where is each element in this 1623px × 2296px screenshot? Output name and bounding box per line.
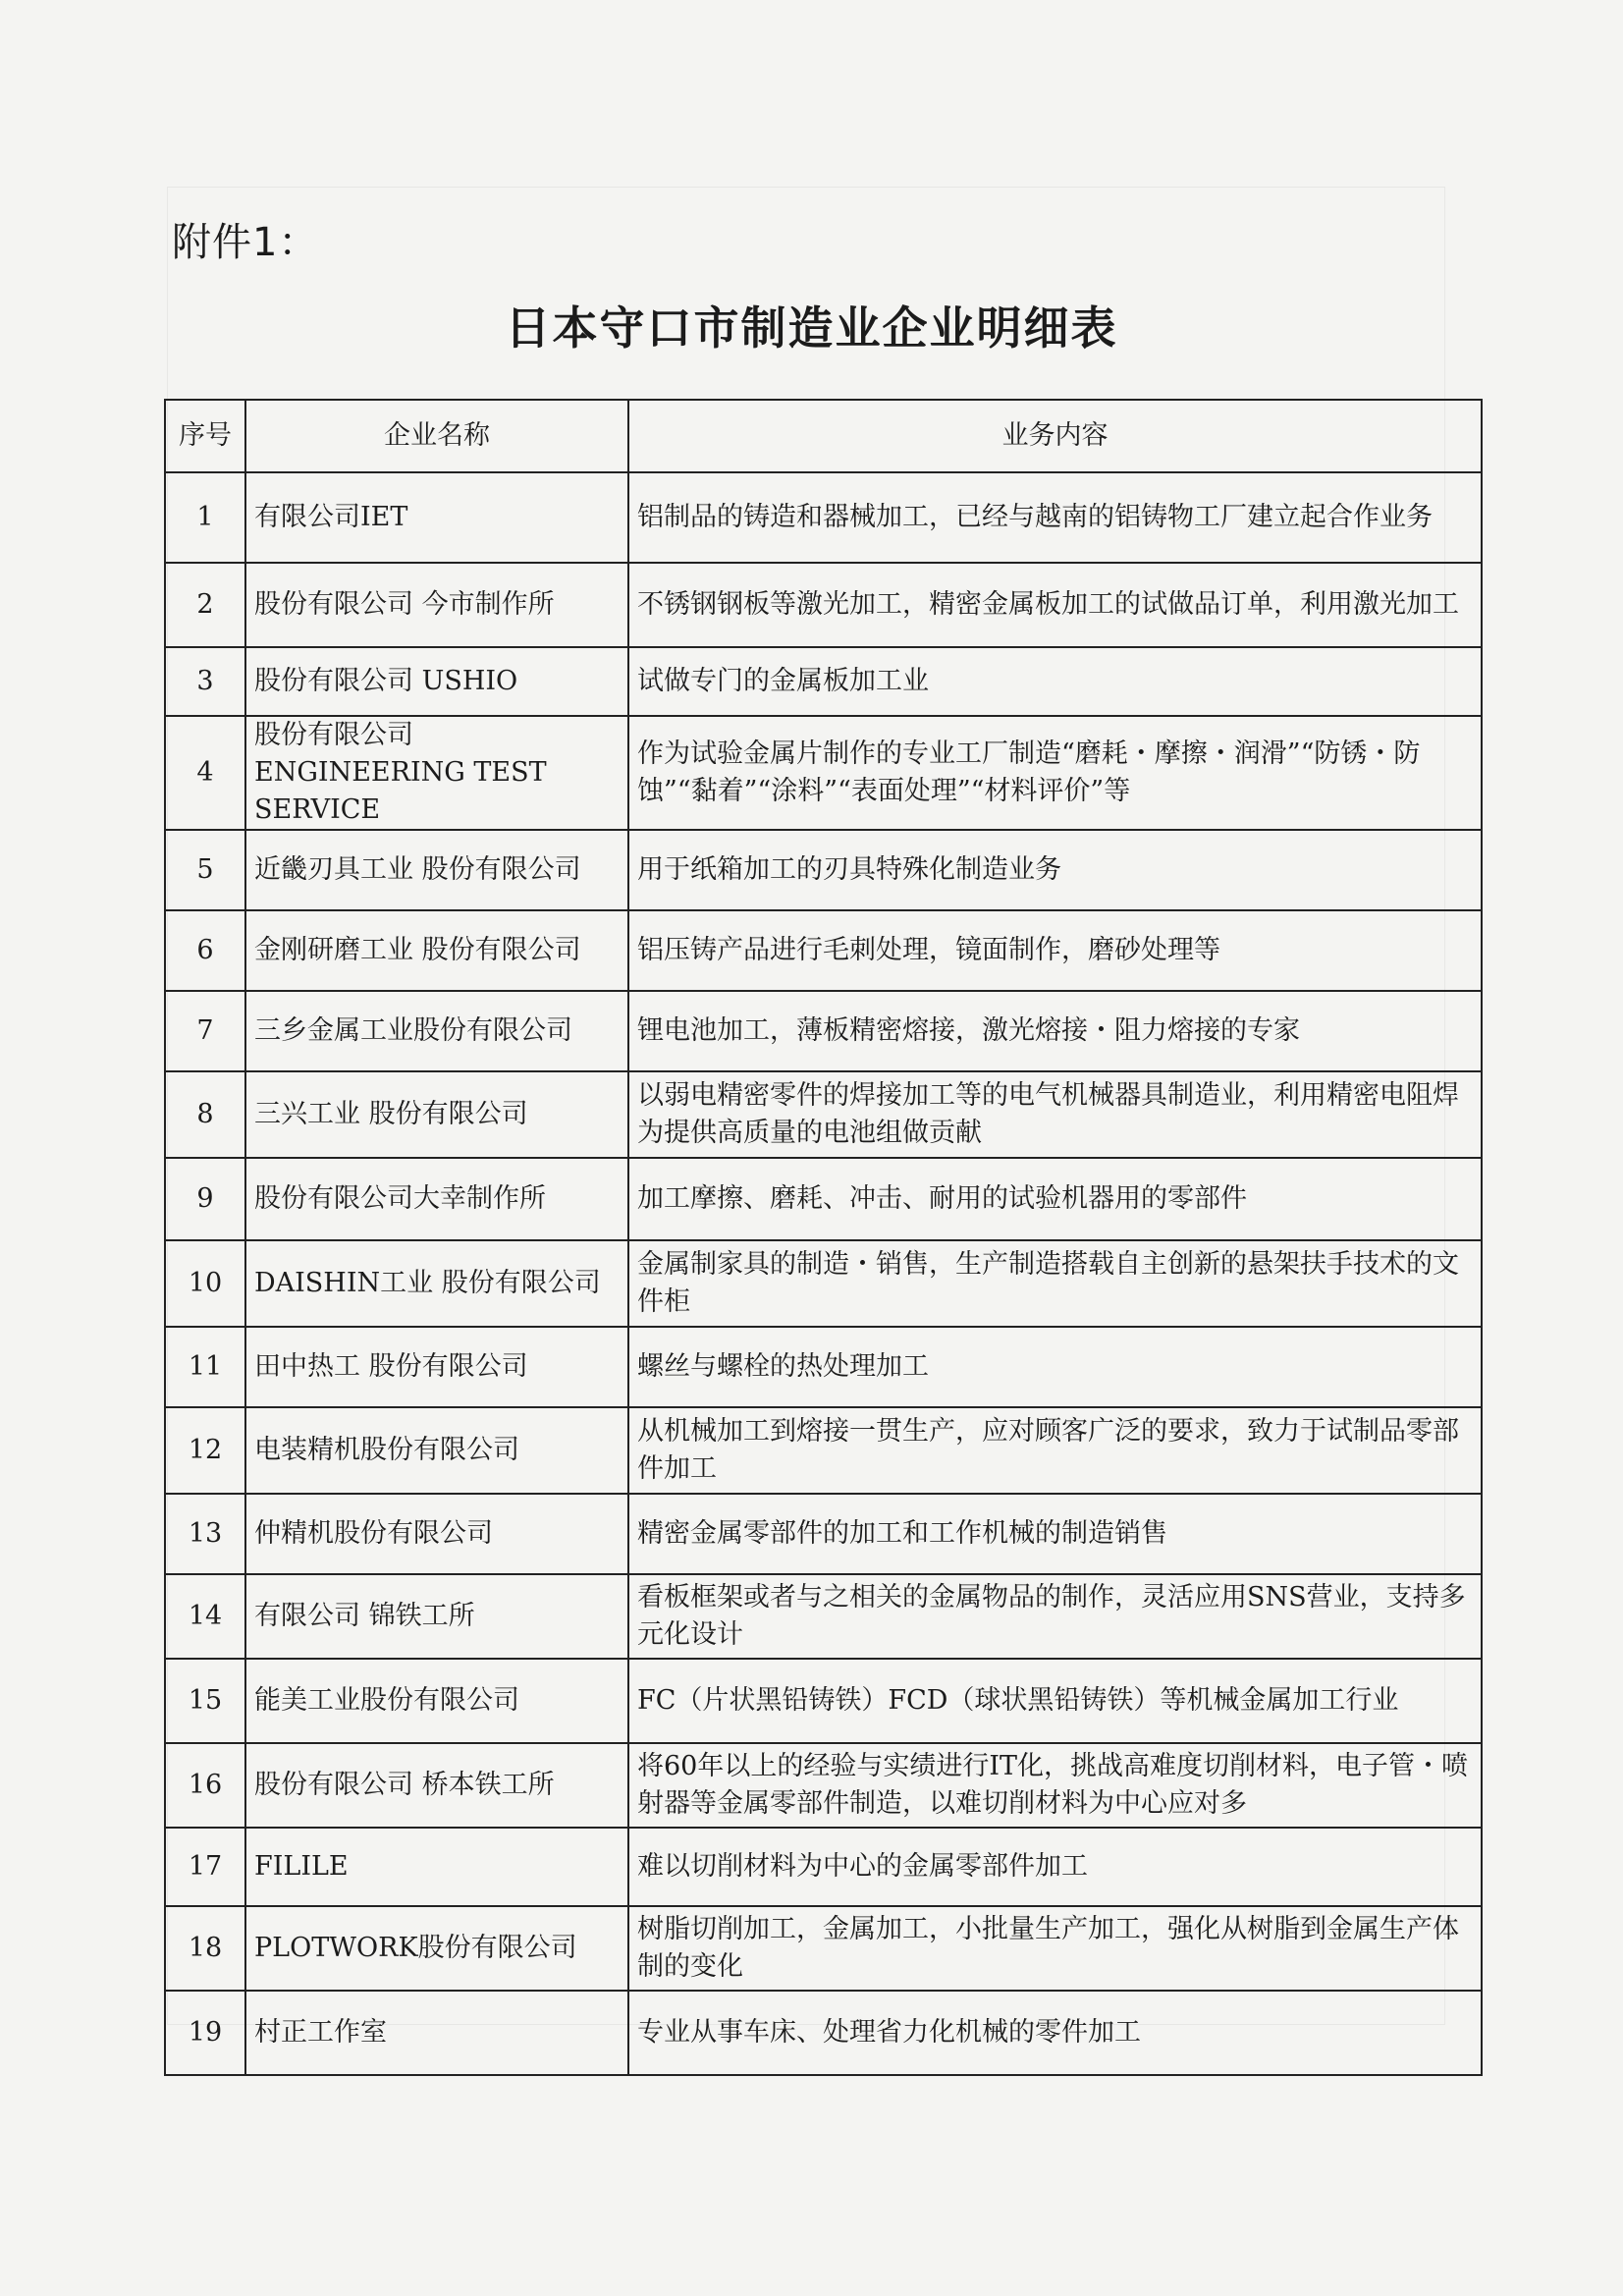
row-number: 19 xyxy=(165,1991,245,2075)
table-row xyxy=(165,563,1482,647)
row-number: 6 xyxy=(165,910,245,991)
table-body xyxy=(165,472,1482,2075)
company-name-cell: 股份有限公司 桥本铁工所 xyxy=(245,1743,628,1828)
row-number: 2 xyxy=(165,563,245,647)
attachment-label: 附件1： xyxy=(172,220,319,265)
row-number: 1 xyxy=(165,472,245,563)
table-header-row xyxy=(165,400,1482,472)
company-name-cell: FILILE xyxy=(245,1828,628,1906)
company-name-cell: 有限公司IET xyxy=(245,472,628,563)
row-number: 13 xyxy=(165,1494,245,1574)
business-content-cell: 精密金属零部件的加工和工作机械的制造销售 xyxy=(628,1494,1482,1574)
business-content-cell: 看板框架或者与之相关的金属物品的制作，灵活应用SNS营业，支持多元化设计 xyxy=(628,1574,1482,1659)
business-content-cell: 螺丝与螺栓的热处理加工 xyxy=(628,1327,1482,1407)
business-content-cell: 锂电池加工，薄板精密熔接，激光熔接・阻力熔接的专家 xyxy=(628,991,1482,1071)
company-name-cell: 村正工作室 xyxy=(245,1991,628,2075)
row-number: 18 xyxy=(165,1906,245,1991)
table-row xyxy=(165,910,1482,991)
row-number: 7 xyxy=(165,991,245,1071)
table-row xyxy=(165,1158,1482,1240)
table-row xyxy=(165,991,1482,1071)
header-business-content: 业务内容 xyxy=(628,400,1482,472)
business-content-cell: 用于纸箱加工的刃具特殊化制造业务 xyxy=(628,830,1482,910)
row-number: 17 xyxy=(165,1828,245,1906)
company-name-cell: DAISHIN工业 股份有限公司 xyxy=(245,1240,628,1327)
business-content-cell: 从机械加工到熔接一贯生产，应对顾客广泛的要求，致力于试制品零部件加工 xyxy=(628,1407,1482,1494)
company-name-cell: 三兴工业 股份有限公司 xyxy=(245,1071,628,1158)
header-no: 序号 xyxy=(165,400,245,472)
table-row xyxy=(165,1991,1482,2075)
business-content-cell: 铝压铸产品进行毛刺处理，镜面制作，磨砂处理等 xyxy=(628,910,1482,991)
company-name-cell: 股份有限公司 USHIO xyxy=(245,647,628,716)
company-name-cell: 田中热工 股份有限公司 xyxy=(245,1327,628,1407)
business-content-cell: 不锈钢钢板等激光加工，精密金属板加工的试做品订单，利用激光加工 xyxy=(628,563,1482,647)
business-content-cell: 树脂切削加工，金属加工，小批量生产加工，强化从树脂到金属生产体制的变化 xyxy=(628,1906,1482,1991)
row-number: 5 xyxy=(165,830,245,910)
company-name-cell: 股份有限公司 今市制作所 xyxy=(245,563,628,647)
table-row xyxy=(165,1574,1482,1659)
row-number: 3 xyxy=(165,647,245,716)
table-row xyxy=(165,1240,1482,1327)
company-name-cell: 电装精机股份有限公司 xyxy=(245,1407,628,1494)
business-content-cell: 专业从事车床、处理省力化机械的零件加工 xyxy=(628,1991,1482,2075)
business-content-cell: 难以切削材料为中心的金属零部件加工 xyxy=(628,1828,1482,1906)
row-number: 16 xyxy=(165,1743,245,1828)
table-row xyxy=(165,830,1482,910)
business-content-cell: 金属制家具的制造・销售，生产制造搭载自主创新的悬架扶手技术的文件柜 xyxy=(628,1240,1482,1327)
row-number: 11 xyxy=(165,1327,245,1407)
business-content-cell: 作为试验金属片制作的专业工厂制造“磨耗・摩擦・润滑”“防锈・防蚀”“黏着”“涂料”“表面处理”“材料评价”等 xyxy=(628,716,1482,830)
company-name-cell: 三乡金属工业股份有限公司 xyxy=(245,991,628,1071)
business-content-cell: 试做专门的金属板加工业 xyxy=(628,647,1482,716)
business-content-cell: 加工摩擦、磨耗、冲击、耐用的试验机器用的零部件 xyxy=(628,1158,1482,1240)
document-title: 日本守口市制造业企业明细表 xyxy=(505,301,1118,355)
table-row xyxy=(165,1494,1482,1574)
row-number: 12 xyxy=(165,1407,245,1494)
row-number: 14 xyxy=(165,1574,245,1659)
table-row xyxy=(165,472,1482,563)
company-name-cell: 股份有限公司 ENGINEERING TEST SERVICE xyxy=(245,716,628,830)
table-row xyxy=(165,1659,1482,1743)
table-row xyxy=(165,1327,1482,1407)
table-row xyxy=(165,647,1482,716)
business-content-cell: 铝制品的铸造和器械加工，已经与越南的铝铸物工厂建立起合作业务 xyxy=(628,472,1482,563)
row-number: 9 xyxy=(165,1158,245,1240)
row-number: 10 xyxy=(165,1240,245,1327)
table-row xyxy=(165,1828,1482,1906)
table-row xyxy=(165,1407,1482,1494)
row-number: 4 xyxy=(165,716,245,830)
header-company-name: 企业名称 xyxy=(245,400,628,472)
company-name-cell: 仲精机股份有限公司 xyxy=(245,1494,628,1574)
company-name-cell: 金刚研磨工业 股份有限公司 xyxy=(245,910,628,991)
business-content-cell: 以弱电精密零件的焊接加工等的电气机械器具制造业，利用精密电阻焊为提供高质量的电池组做贡献 xyxy=(628,1071,1482,1158)
company-name-cell: 有限公司 锦铁工所 xyxy=(245,1574,628,1659)
company-name-cell: 能美工业股份有限公司 xyxy=(245,1659,628,1743)
table-row xyxy=(165,716,1482,830)
business-content-cell: FC（片状黑铅铸铁）FCD（球状黑铅铸铁）等机械金属加工行业 xyxy=(628,1659,1482,1743)
company-table xyxy=(164,399,1483,2076)
company-name-cell: 股份有限公司大幸制作所 xyxy=(245,1158,628,1240)
table-row xyxy=(165,1906,1482,1991)
business-content-cell: 将60年以上的经验与实绩进行IT化，挑战高难度切削材料，电子管・喷射器等金属零部件制造，以难切削材料为中心应对多 xyxy=(628,1743,1482,1828)
row-number: 15 xyxy=(165,1659,245,1743)
table-row xyxy=(165,1743,1482,1828)
row-number: 8 xyxy=(165,1071,245,1158)
company-name-cell: 近畿刃具工业 股份有限公司 xyxy=(245,830,628,910)
table-row xyxy=(165,1071,1482,1158)
company-name-cell: PLOTWORK股份有限公司 xyxy=(245,1906,628,1991)
